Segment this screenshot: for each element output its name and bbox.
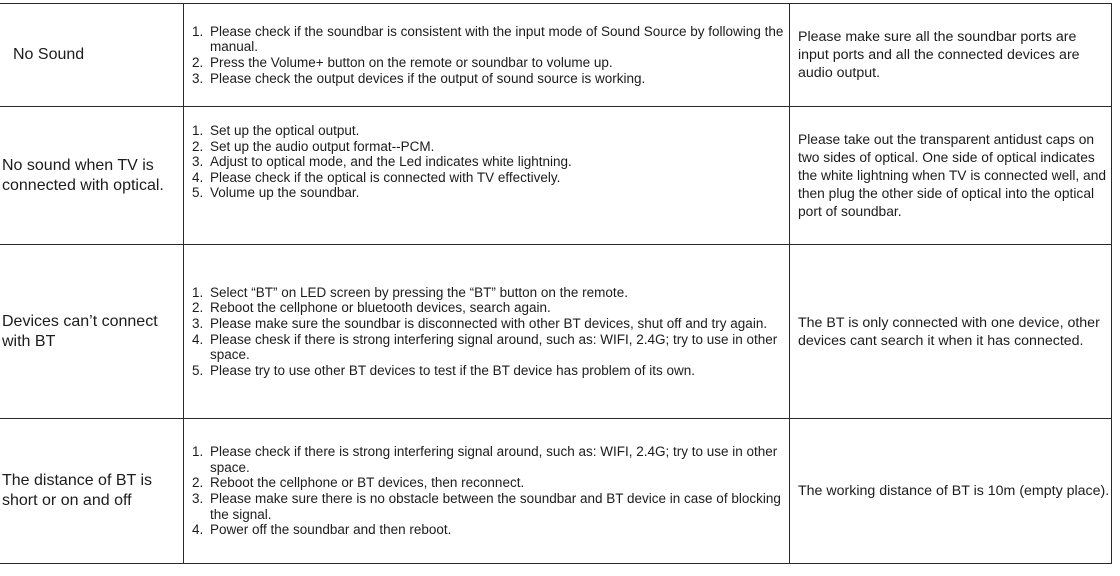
step-number: 5. bbox=[192, 362, 204, 378]
step-number: 3. bbox=[192, 315, 204, 331]
step-item bbox=[192, 491, 786, 522]
solution-cell bbox=[192, 4, 786, 106]
note-cell bbox=[798, 4, 1110, 106]
step-item bbox=[192, 55, 786, 71]
step-number: 2. bbox=[192, 55, 204, 70]
step-text: Please check if there is strong interfering signal around, such as: WIFI, 2.4G; try to use in other space. bbox=[210, 444, 778, 475]
step-item bbox=[192, 154, 572, 170]
steps-list bbox=[192, 444, 786, 538]
note-text: The working distance of BT is 10m (empty place). bbox=[798, 483, 1110, 499]
solution-cell bbox=[192, 245, 786, 418]
table-row bbox=[2, 4, 182, 106]
step-item bbox=[192, 71, 786, 87]
step-number: 2. bbox=[192, 138, 204, 154]
step-text: Please chesk if there is strong interfering signal around, such as: WIFI, 2.4G; try to use in other space. bbox=[210, 331, 778, 363]
step-number: 1. bbox=[192, 123, 204, 138]
step-item bbox=[192, 363, 786, 379]
step-item bbox=[192, 24, 786, 55]
step-number: 4. bbox=[192, 522, 204, 538]
note-text: Please make sure all the soundbar ports are input ports and all the connected devices are audio output. bbox=[798, 29, 1080, 81]
step-number: 1. bbox=[192, 284, 204, 300]
step-text: Please check the output devices if the output of sound source is working. bbox=[210, 70, 646, 86]
step-text: Please check if the optical is connected with TV effectively. bbox=[210, 169, 561, 185]
note-cell bbox=[798, 107, 1110, 244]
solution-cell bbox=[192, 107, 786, 244]
step-item bbox=[192, 332, 786, 363]
column-divider-2 bbox=[789, 3, 790, 564]
column-divider-1 bbox=[183, 3, 184, 564]
step-item bbox=[192, 139, 572, 155]
step-number: 2. bbox=[192, 475, 204, 491]
steps-list bbox=[192, 285, 786, 379]
step-text: Please check if the soundbar is consistent with the input mode of Sound Source by following the manual. bbox=[210, 23, 784, 55]
step-item bbox=[192, 285, 786, 301]
step-text: Reboot the cellphone or bluetooth devices, search again. bbox=[210, 300, 551, 316]
step-text: Please make sure there is no obstacle between the soundbar and BT device in case of blocking the signal. bbox=[210, 491, 781, 522]
solution-cell bbox=[192, 419, 786, 563]
step-item bbox=[192, 170, 572, 186]
step-number: 4. bbox=[192, 169, 204, 185]
step-item bbox=[192, 123, 572, 139]
problem-cell: Devices can’t connect with BT bbox=[2, 312, 158, 350]
note-text: Please take out the transparent antidust caps on two sides of optical. One side of optical indicates the white lightning when TV is connected well, and then plug the other side of optical into the optical port of soundbar. bbox=[798, 131, 1107, 219]
step-number: 3. bbox=[192, 70, 204, 86]
table-rule-bottom bbox=[0, 563, 1112, 564]
problem-cell: No Sound bbox=[13, 46, 85, 63]
step-item bbox=[192, 185, 572, 201]
problem-cell: No sound when TV is connected with optical. bbox=[2, 156, 164, 194]
step-item bbox=[192, 300, 786, 316]
step-text: Please try to use other BT devices to test if the BT device has problem of its own. bbox=[210, 362, 695, 378]
step-number: 1. bbox=[192, 23, 204, 39]
table-row bbox=[2, 107, 182, 244]
step-text: Please make sure the soundbar is disconnected with other BT devices, shut off and try again. bbox=[210, 315, 768, 331]
step-text: Volume up the soundbar. bbox=[210, 185, 360, 201]
step-number: 5. bbox=[192, 185, 204, 201]
step-number: 1. bbox=[192, 444, 204, 460]
problem-cell: The distance of BT is short or on and off bbox=[2, 472, 152, 509]
step-text: Reboot the cellphone or BT devices, then reconnect. bbox=[210, 475, 525, 491]
step-text: Press the Volume+ button on the remote or soundbar to volume up. bbox=[210, 55, 613, 70]
note-text: The BT is only connected with one device, other devices cant search it when it has connected. bbox=[798, 314, 1100, 349]
step-item bbox=[192, 444, 786, 475]
step-item bbox=[192, 475, 786, 491]
steps-list bbox=[192, 123, 572, 201]
note-cell bbox=[798, 419, 1110, 563]
table-row bbox=[2, 419, 182, 563]
table-right-edge bbox=[1111, 3, 1112, 564]
step-text: Adjust to optical mode, and the Led indicates white lightning. bbox=[210, 154, 572, 170]
step-number: 4. bbox=[192, 331, 204, 347]
step-number: 2. bbox=[192, 300, 204, 316]
step-text: Set up the audio output format--PCM. bbox=[210, 138, 435, 154]
step-number: 3. bbox=[192, 154, 204, 170]
step-number: 3. bbox=[192, 491, 204, 506]
step-text: Set up the optical output. bbox=[210, 123, 360, 138]
step-text: Power off the soundbar and then reboot. bbox=[210, 522, 452, 538]
note-cell bbox=[798, 245, 1110, 418]
step-item bbox=[192, 316, 786, 332]
step-text: Select “BT” on LED screen by pressing the “BT” button on the remote. bbox=[210, 284, 628, 300]
step-item bbox=[192, 522, 786, 538]
steps-list bbox=[192, 24, 786, 86]
table-row bbox=[2, 245, 182, 418]
